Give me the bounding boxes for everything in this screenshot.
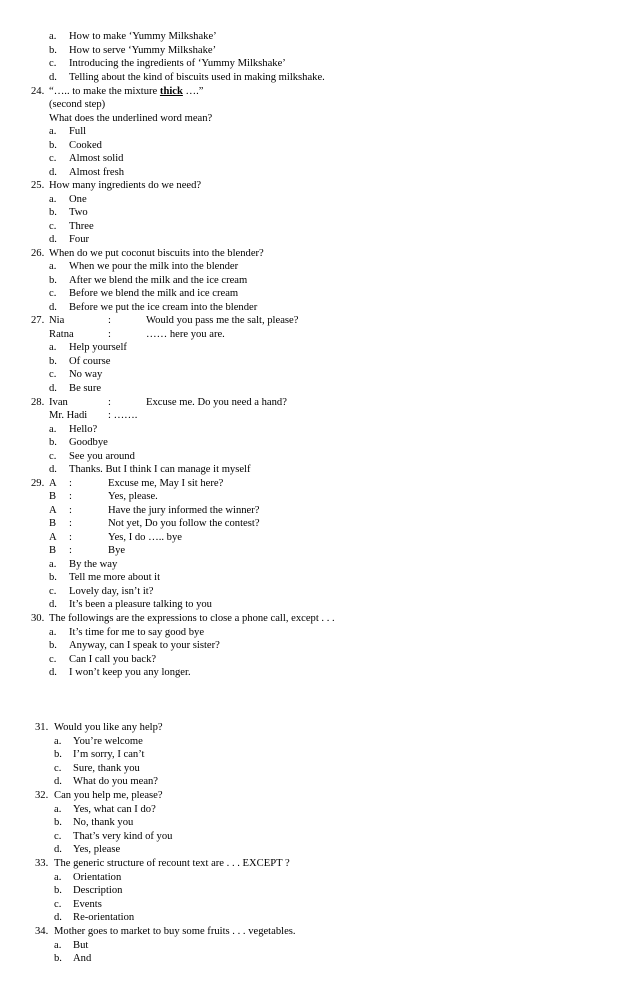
- option-letter: b.: [54, 885, 62, 896]
- question-text: Can you help me, please?: [54, 790, 163, 801]
- dialog-line: Not yet, Do you follow the contest?: [108, 518, 260, 529]
- dialog-speaker: A: [49, 478, 57, 489]
- option-letter: a.: [49, 342, 57, 353]
- option-letter: a.: [54, 736, 62, 747]
- option-letter: d.: [49, 302, 57, 313]
- dialog-line: Bye: [108, 545, 126, 556]
- dialog-speaker: Ratna: [49, 329, 74, 340]
- option-text: Orientation: [73, 872, 122, 883]
- option-letter: b.: [49, 437, 57, 448]
- option-letter: a.: [54, 940, 62, 951]
- option-letter: c.: [54, 763, 62, 774]
- option-letter: a.: [49, 424, 57, 435]
- dialog-speaker: Mr. Hadi: [49, 410, 88, 421]
- option-letter: d.: [49, 234, 57, 245]
- option-text: And: [73, 953, 92, 964]
- question-quote: [49, 85, 203, 99]
- option-letter: b.: [54, 953, 62, 964]
- option-text: Cooked: [69, 140, 102, 151]
- option-text: It’s time for me to say good bye: [69, 627, 205, 638]
- option-letter: a.: [49, 627, 57, 638]
- dialog-speaker: B: [49, 545, 57, 556]
- option-text: Four: [69, 234, 90, 245]
- option-letter: c.: [49, 288, 57, 299]
- question-number: 27.: [31, 315, 45, 326]
- option-text: But: [73, 940, 89, 951]
- question-number: 26.: [31, 248, 45, 259]
- option-letter: b.: [49, 572, 57, 583]
- option-letter: d.: [49, 464, 57, 475]
- option-text: Introducing the ingredients of ‘Yummy Milkshake’: [69, 58, 286, 69]
- dialog-speaker: A: [49, 505, 57, 516]
- option-text: How to serve ‘Yummy Milkshake’: [69, 45, 217, 56]
- option-text: Be sure: [69, 383, 102, 394]
- option-text: You’re welcome: [73, 736, 143, 747]
- option-text: When we pour the milk into the blender: [69, 261, 239, 272]
- option-text: What do you mean?: [73, 776, 159, 787]
- option-letter: c.: [49, 153, 57, 164]
- option-text: Before we put the ice cream into the blender: [69, 302, 258, 313]
- option-letter: c.: [49, 451, 57, 462]
- option-letter: d.: [54, 912, 62, 923]
- option-text: Three: [69, 221, 94, 232]
- option-text: Description: [73, 885, 123, 896]
- option-letter: b.: [49, 140, 57, 151]
- question-number: 34.: [35, 926, 49, 937]
- question-text: The followings are the expressions to close a phone call, except . . .: [49, 613, 335, 624]
- option-text: Re-orientation: [73, 912, 135, 923]
- dialog-colon: :: [69, 505, 72, 516]
- question-text: Would you like any help?: [54, 722, 163, 733]
- dialog-line: Excuse me. Do you need a hand?: [146, 397, 287, 408]
- option-text: By the way: [69, 559, 118, 570]
- dialog-speaker: B: [49, 491, 57, 502]
- option-letter: d.: [49, 667, 57, 678]
- option-text: I won’t keep you any longer.: [69, 667, 191, 678]
- option-text: See you around: [69, 451, 135, 462]
- option-text: Thanks. But I think I can manage it myself: [69, 464, 251, 475]
- option-letter: d.: [54, 844, 62, 855]
- question-text: Mother goes to market to buy some fruits . . . vegetables.: [54, 926, 296, 937]
- quote-post: ….”: [182, 86, 204, 97]
- option-text: Almost fresh: [69, 167, 125, 178]
- underlined-word: thick: [159, 86, 183, 97]
- option-letter: b.: [49, 640, 57, 651]
- option-letter: d.: [49, 599, 57, 610]
- option-text: No way: [69, 369, 103, 380]
- question-number: 29.: [31, 478, 45, 489]
- option-text: I’m sorry, I can’t: [73, 749, 145, 760]
- option-letter: b.: [49, 207, 57, 218]
- question-number: 31.: [35, 722, 49, 733]
- option-text: Before we blend the milk and ice cream: [69, 288, 239, 299]
- dialog-colon: :: [108, 315, 111, 326]
- option-letter: a.: [54, 872, 62, 883]
- option-text: Lovely day, isn’t it?: [69, 586, 154, 597]
- dialog-line: Excuse me, May I sit here?: [108, 478, 224, 489]
- option-text: That’s very kind of you: [73, 831, 173, 842]
- option-letter: b.: [49, 275, 57, 286]
- dialog-colon: :: [69, 532, 72, 543]
- dialog-speaker: Nia: [49, 315, 65, 326]
- option-text: It’s been a pleasure talking to you: [69, 599, 212, 610]
- question-number: 30.: [31, 613, 45, 624]
- option-text: Sure, thank you: [73, 763, 140, 774]
- dialog-colon: :: [69, 545, 72, 556]
- question-text: When do we put coconut biscuits into the blender?: [49, 248, 264, 259]
- quote-pre: “….. to make the mixture: [49, 86, 160, 97]
- option-text: Almost solid: [69, 153, 124, 164]
- question-number: 25.: [31, 180, 45, 191]
- option-text: No, thank you: [73, 817, 134, 828]
- option-text: Can I call you back?: [69, 654, 157, 665]
- option-letter: d.: [49, 167, 57, 178]
- option-text: Full: [69, 126, 87, 137]
- option-letter: c.: [49, 221, 57, 232]
- option-letter: c.: [49, 58, 57, 69]
- option-letter: a.: [49, 559, 57, 570]
- option-letter: b.: [54, 817, 62, 828]
- question-note: (second step): [49, 99, 106, 110]
- option-letter: a.: [49, 194, 57, 205]
- dialog-colon: :: [69, 518, 72, 529]
- question-text: How many ingredients do we need?: [49, 180, 202, 191]
- question-text: The generic structure of recount text are . . . EXCEPT ?: [54, 858, 290, 869]
- option-letter: a.: [49, 126, 57, 137]
- dialog-line: Yes, please.: [108, 491, 158, 502]
- dialog-speaker: B: [49, 518, 57, 529]
- dialog-line: Have the jury informed the winner?: [108, 505, 260, 516]
- option-text: Anyway, can I speak to your sister?: [69, 640, 220, 651]
- option-letter: a.: [49, 31, 57, 42]
- dialog-colon: :: [108, 329, 111, 340]
- dialog-line: : …….: [108, 410, 138, 421]
- question-number: 33.: [35, 858, 49, 869]
- option-letter: a.: [54, 804, 62, 815]
- option-letter: c.: [49, 369, 57, 380]
- question-number: 24.: [31, 86, 45, 97]
- dialog-line: Yes, I do ….. bye: [108, 532, 182, 543]
- dialog-line: …… here you are.: [146, 329, 225, 340]
- option-text: Yes, please: [73, 844, 121, 855]
- option-text: Events: [73, 899, 102, 910]
- dialog-speaker: Ivan: [49, 397, 68, 408]
- option-letter: a.: [49, 261, 57, 272]
- option-text: Telling about the kind of biscuits used in making milkshake.: [69, 72, 325, 83]
- option-text: One: [69, 194, 87, 205]
- option-text: Of course: [69, 356, 111, 367]
- question-text: What does the underlined word mean?: [49, 113, 213, 124]
- dialog-colon: :: [108, 397, 111, 408]
- question-number: 32.: [35, 790, 49, 801]
- option-text: Two: [69, 207, 88, 218]
- dialog-speaker: A: [49, 532, 57, 543]
- option-letter: d.: [54, 776, 62, 787]
- dialog-colon: :: [69, 478, 72, 489]
- option-text: How to make ‘Yummy Milkshake’: [69, 31, 217, 42]
- option-text: Tell me more about it: [69, 572, 161, 583]
- option-letter: b.: [49, 45, 57, 56]
- option-letter: c.: [54, 899, 62, 910]
- option-letter: c.: [54, 831, 62, 842]
- option-letter: d.: [49, 72, 57, 83]
- dialog-colon: :: [69, 491, 72, 502]
- option-text: Help yourself: [69, 342, 127, 353]
- dialog-line: Would you pass me the salt, please?: [146, 315, 299, 326]
- option-letter: c.: [49, 654, 57, 665]
- option-letter: d.: [49, 383, 57, 394]
- option-letter: b.: [54, 749, 62, 760]
- option-text: Hello?: [69, 424, 98, 435]
- question-number: 28.: [31, 397, 45, 408]
- option-letter: c.: [49, 586, 57, 597]
- option-letter: b.: [49, 356, 57, 367]
- option-text: After we blend the milk and the ice cream: [69, 275, 248, 286]
- option-text: Goodbye: [69, 437, 108, 448]
- option-text: Yes, what can I do?: [73, 804, 156, 815]
